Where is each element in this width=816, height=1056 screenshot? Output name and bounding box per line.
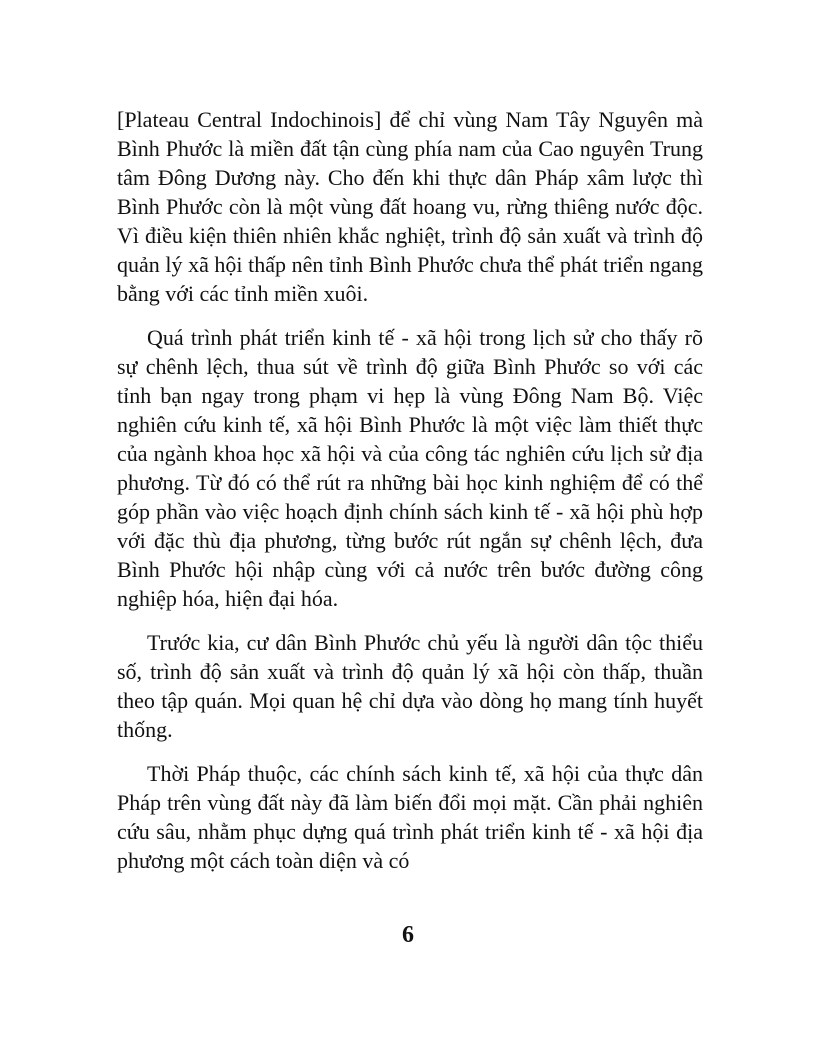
- page-number: 6: [402, 922, 414, 948]
- paragraph-continuation: [Plateau Central Indochinois] để chỉ vùng Nam Tây Nguyên mà Bình Phước là miền đất tận cùng phía nam của Cao nguyên Trung tâm Đông Dương này. Cho đến khi thực dân Pháp xâm lược thì Bình Phước còn là một vùng đất hoang vu, rừng thiêng nước độc. Vì điều kiện thiên nhiên khắc nghiệt, trình độ sản xuất và trình độ quản lý xã hội thấp nên tỉnh Bình Phước chưa thể phát triển ngang bằng với các tỉnh miền xuôi.: [117, 107, 703, 306]
- body-text: [117, 105, 703, 890]
- paragraph-early-residents: Trước kia, cư dân Bình Phước chủ yếu là người dân tộc thiểu số, trình độ sản xuất và trình độ quản lý xã hội còn thấp, thuần theo tập quán. Mọi quan hệ chỉ dựa vào dòng họ mang tính huyết thống.: [117, 630, 703, 742]
- paragraph-economic-history: Quá trình phát triển kinh tế - xã hội trong lịch sử cho thấy rõ sự chênh lệch, thua sút về trình độ giữa Bình Phước so với các tỉnh bạn ngay trong phạm vi hẹp là vùng Đông Nam Bộ. Việc nghiên cứu kinh tế, xã hội Bình Phước là một việc làm thiết thực của ngành khoa học xã hội và của công tác nghiên cứu lịch sử địa phương. Từ đó có thể rút ra những bài học kinh nghiệm để có thể góp phần vào việc hoạch định chính sách kinh tế - xã hội phù hợp với đặc thù địa phương, từng bước rút ngắn sự chênh lệch, đưa Bình Phước hội nhập cùng với cả nước trên bước đường công nghiệp hóa, hiện đại hóa.: [117, 325, 703, 611]
- paragraph-french-colonial: Thời Pháp thuộc, các chính sách kinh tế, xã hội của thực dân Pháp trên vùng đất này đã làm biến đổi mọi mặt. Cần phải nghiên cứu sâu, nhằm phục dựng quá trình phát triển kinh tế - xã hội địa phương một cách toàn diện và có: [117, 761, 703, 873]
